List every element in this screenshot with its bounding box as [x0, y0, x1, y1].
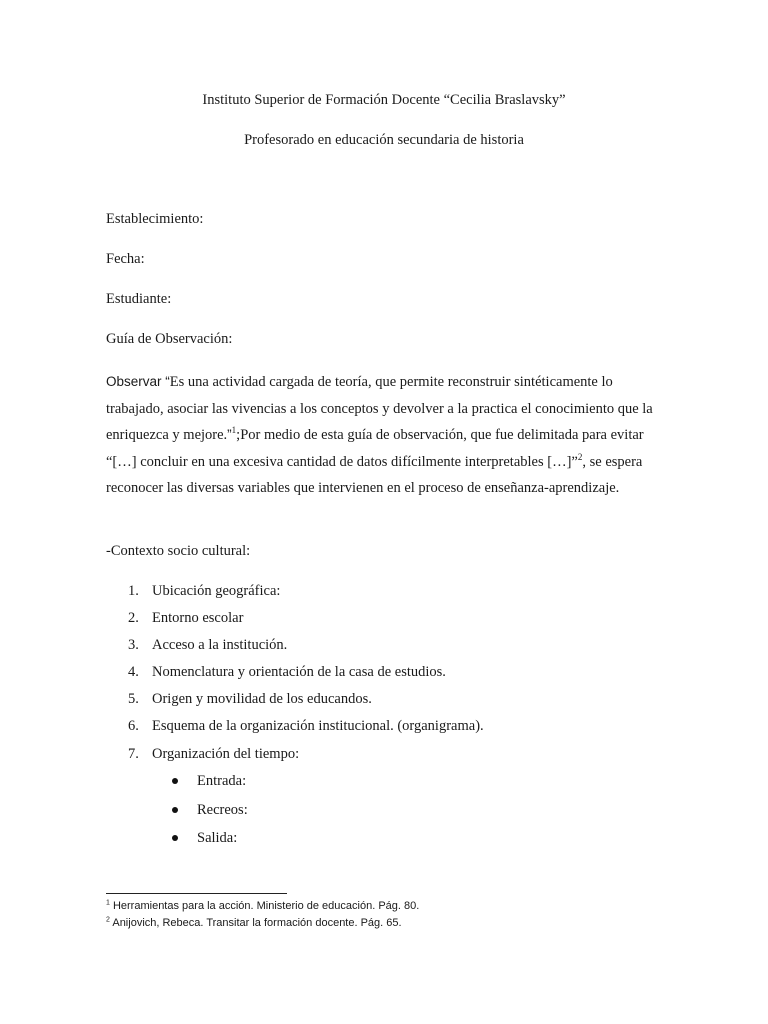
field-establecimiento: Establecimiento:	[106, 211, 204, 227]
list-item-text: Esquema de la organización institucional. (organigrama).	[152, 718, 484, 735]
list-item-number: 1.	[128, 583, 139, 599]
list-item-number: 5.	[128, 691, 139, 708]
list-item	[106, 634, 484, 661]
list-item	[106, 688, 484, 715]
bullet-dot-icon	[172, 778, 178, 784]
bullet-dot-icon	[172, 835, 178, 841]
bullet-item	[106, 799, 248, 828]
footnote-ref-1: 1	[231, 425, 237, 436]
program-title: Profesorado en educación secundaria de historia	[244, 132, 524, 148]
field-estudiante: Estudiante:	[106, 291, 172, 307]
list-item-number: 2.	[128, 610, 139, 627]
list-item-text: Organización del tiempo:	[152, 745, 300, 762]
list-item	[106, 743, 484, 770]
list-item-number: 7.	[128, 745, 139, 762]
intro-text-start: Observar “	[106, 374, 170, 389]
list-item-text: Acceso a la institución.	[152, 637, 288, 654]
footnote-text: Anijovich, Rebeca. Transitar la formación docente. Pág. 65.	[109, 917, 402, 929]
bullet-item-text: Entrada:	[197, 773, 247, 789]
footnote-ref-2: 2	[577, 451, 583, 462]
institute-title: Instituto Superior de Formación Docente “Cecilia Braslavsky”	[202, 92, 566, 108]
bullet-item-text: Recreos:	[197, 801, 248, 818]
list-item-text: Nomenclatura y orientación de la casa de estudios.	[152, 664, 446, 681]
bullet-item-text: Salida:	[197, 830, 238, 846]
footnote-mark: 1	[106, 899, 110, 907]
footnote-separator	[106, 893, 287, 894]
list-item-number: 3.	[128, 637, 139, 654]
footnote-text: Herramientas para la acción. Ministerio de educación. Pág. 80.	[109, 900, 420, 912]
field-guia-observacion: Guía de Observación:	[106, 331, 233, 347]
footnote-2	[106, 917, 402, 929]
bullet-list	[106, 770, 248, 856]
list-item	[106, 607, 484, 634]
intro-text-end: , se espera reconocer las diversas variables que intervienen en el proceso de enseñanza-aprendizaje.	[106, 453, 643, 497]
bullet-item	[106, 770, 248, 799]
numbered-list	[106, 580, 484, 770]
list-item-text: Entorno escolar	[152, 610, 244, 627]
intro-quote-close: ”	[227, 427, 232, 443]
list-item-number: 4.	[128, 664, 139, 681]
footnote-mark: 2	[106, 916, 110, 924]
list-item-text: Ubicación geográfica:	[152, 583, 281, 599]
list-item-text: Origen y movilidad de los educandos.	[152, 691, 372, 708]
list-item	[106, 715, 484, 742]
list-item	[106, 580, 484, 607]
list-item-number: 6.	[128, 718, 139, 735]
footnote-1	[106, 900, 419, 912]
intro-quote: Es una actividad cargada de teoría, que permite reconstruir sintéticamente lo trabajado, asociar las vivencias a los conceptos y devolver a la practica el conocimiento que la enriquezca y mejore.	[106, 374, 653, 444]
intro-text-middle: ;Por medio de esta guía de observación, que fue delimitada para evitar “[…] concluir en una excesiva cantidad de datos difícilmente interpretables […]”	[106, 427, 644, 470]
intro-paragraph	[106, 369, 662, 502]
bullet-dot-icon	[172, 807, 178, 813]
list-item	[106, 661, 484, 688]
field-fecha: Fecha:	[106, 251, 145, 267]
context-heading: -Contexto socio cultural:	[106, 543, 251, 559]
bullet-item	[106, 827, 248, 856]
